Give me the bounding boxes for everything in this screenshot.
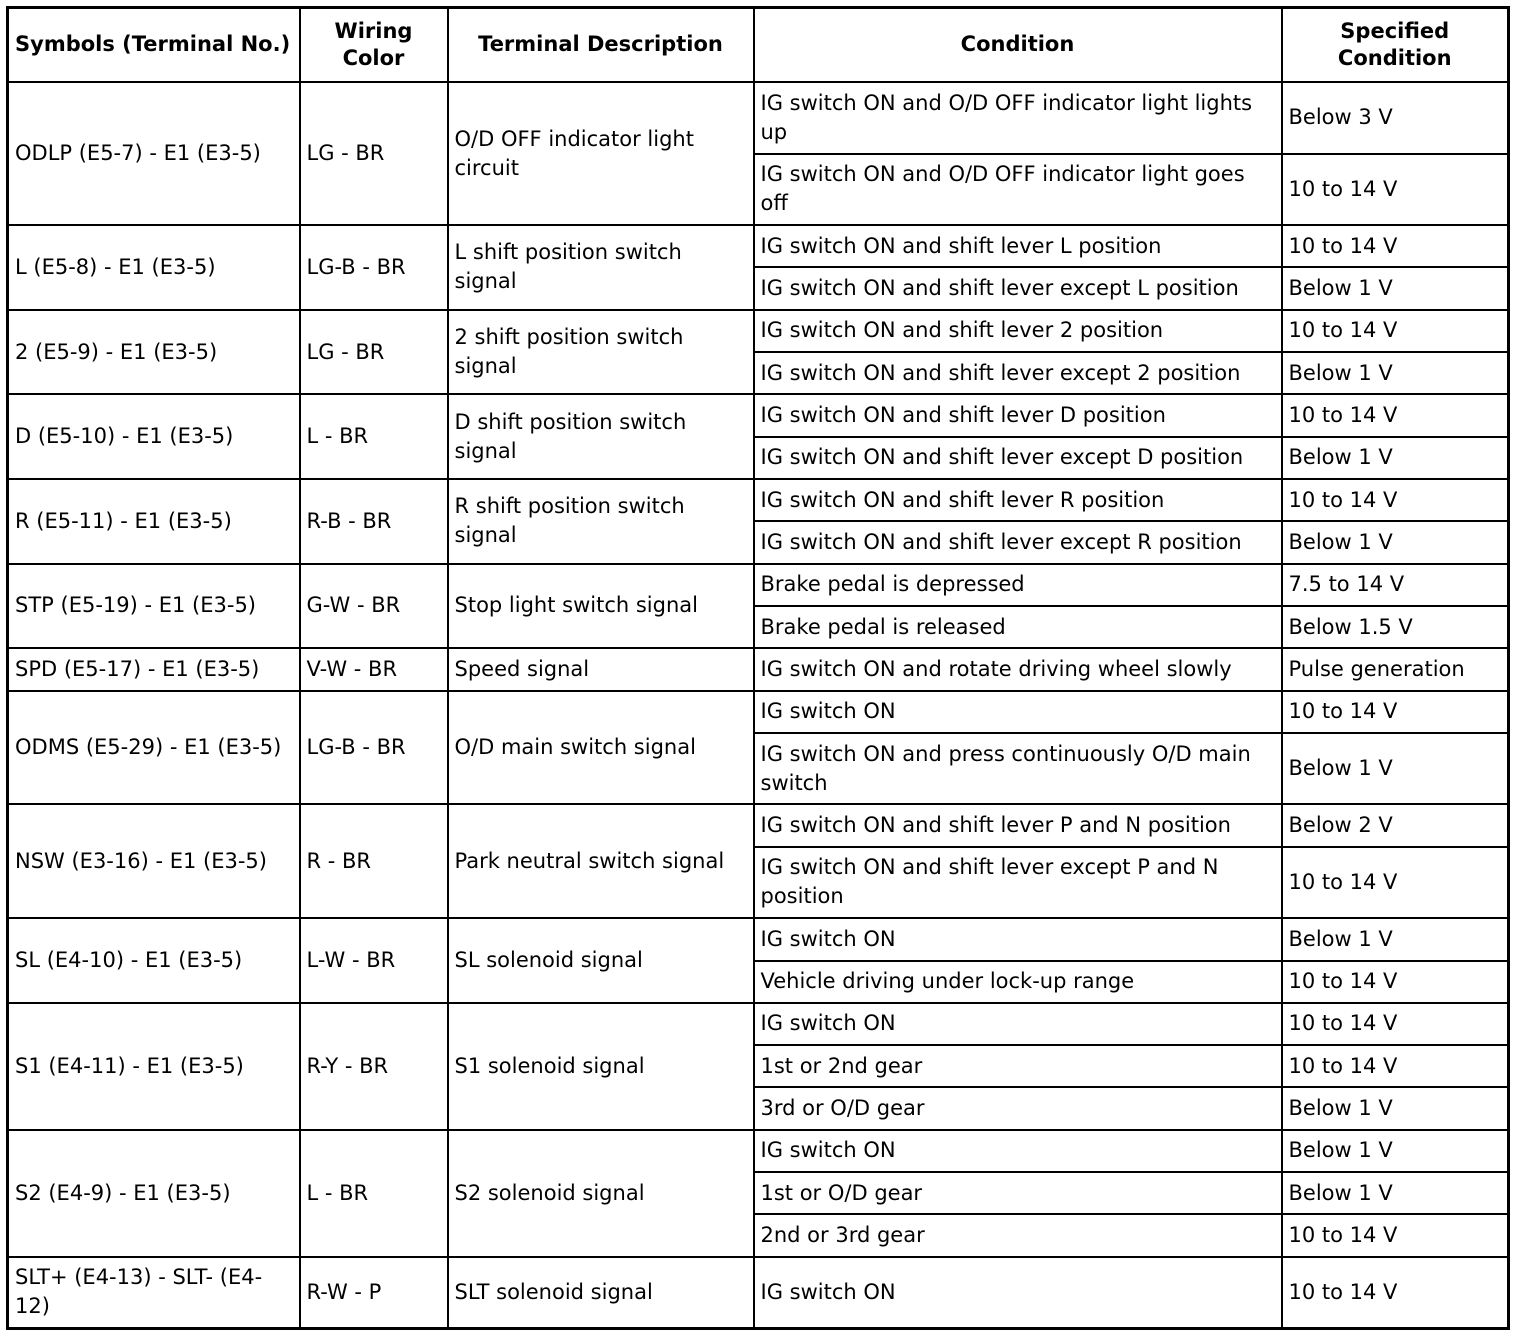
condition-cell-text: IG switch ON and shift lever except L position (760, 276, 1239, 301)
specified-condition-cell-text: 10 to 14 V (1288, 699, 1398, 724)
terminal-description-cell (448, 1257, 754, 1329)
condition-cell (754, 154, 1282, 226)
specified-condition-cell-text: Pulse generation (1288, 656, 1465, 681)
symbol-cell (8, 310, 300, 395)
condition-cell-text: IG switch ON and shift lever except R position (760, 529, 1242, 554)
terminal-description-cell (448, 82, 754, 225)
condition-cell-text: IG switch ON and shift lever R position (760, 487, 1165, 512)
condition-cell-text: IG switch ON (760, 926, 896, 951)
table-row (8, 691, 1509, 733)
condition-cell (754, 847, 1282, 919)
terminal-description-cell-text: SLT solenoid signal (454, 1279, 653, 1304)
condition-cell (754, 479, 1282, 521)
specified-condition-cell-text: 10 to 14 V (1288, 1011, 1398, 1036)
condition-cell-text: 1st or O/D gear (760, 1180, 923, 1205)
specified-condition-cell (1282, 154, 1509, 226)
condition-cell (754, 961, 1282, 1003)
specified-condition-cell (1282, 310, 1509, 352)
wiring-color-cell (300, 394, 448, 479)
condition-cell (754, 564, 1282, 606)
condition-cell (754, 521, 1282, 563)
symbol-cell-text: 2 (E5-9) - E1 (E3-5) (15, 339, 218, 364)
header-wiring-line1: Wiring (334, 18, 413, 43)
condition-cell-text: IG switch ON and shift lever L position (760, 233, 1162, 258)
header-condition-label: Condition (960, 32, 1075, 57)
specified-condition-cell (1282, 1257, 1509, 1329)
table-row (8, 82, 1509, 154)
terminal-description-cell (448, 310, 754, 395)
table-row (8, 1003, 1509, 1045)
wiring-color-cell-text: G-W - BR (306, 593, 401, 618)
wiring-color-cell-text: L - BR (306, 424, 369, 449)
condition-cell-text: 2nd or 3rd gear (760, 1223, 925, 1248)
table-body (8, 82, 1509, 1329)
wiring-color-cell (300, 1130, 448, 1257)
condition-cell (754, 225, 1282, 267)
terminal-description-cell (448, 648, 754, 690)
specified-condition-cell-text: Below 1 V (1288, 360, 1393, 385)
header-wiring-line2: Color (342, 46, 405, 70)
symbol-cell (8, 394, 300, 479)
symbol-cell-text: STP (E5-19) - E1 (E3-5) (15, 593, 256, 618)
wiring-color-cell (300, 1257, 448, 1329)
specified-condition-cell (1282, 1172, 1509, 1214)
condition-cell-text: IG switch ON and rotate driving wheel slowly (760, 656, 1232, 681)
header-terminal-description (448, 8, 754, 83)
condition-cell-text: IG switch ON and shift lever except P and N position (760, 855, 1219, 909)
specified-condition-cell (1282, 918, 1509, 960)
condition-cell (754, 352, 1282, 394)
specified-condition-cell (1282, 847, 1509, 919)
table-row (8, 1130, 1509, 1172)
specified-condition-cell-text: 10 to 14 V (1288, 176, 1398, 201)
symbol-cell-text: L (E5-8) - E1 (E3-5) (15, 254, 216, 279)
terminal-description-cell (448, 804, 754, 918)
terminal-description-cell-text: O/D main switch signal (454, 734, 696, 759)
terminal-description-cell (448, 225, 754, 310)
wiring-color-cell (300, 804, 448, 918)
condition-cell (754, 1003, 1282, 1045)
wiring-color-cell (300, 479, 448, 564)
header-wiring-color (300, 8, 448, 83)
specified-condition-cell (1282, 648, 1509, 690)
symbol-cell-text: D (E5-10) - E1 (E3-5) (15, 424, 234, 449)
header-symbol-label: Symbols (Terminal No.) (15, 32, 291, 57)
symbol-cell-text: ODMS (E5-29) - E1 (E3-5) (15, 734, 282, 759)
specified-condition-cell-text: Below 1 V (1288, 1138, 1393, 1163)
table-row (8, 1257, 1509, 1329)
specified-condition-cell (1282, 1214, 1509, 1256)
terminal-description-cell-text: S2 solenoid signal (454, 1180, 645, 1205)
terminal-description-cell-text: 2 shift position switch signal (454, 325, 684, 378)
terminal-description-cell-text: D shift position switch signal (454, 409, 687, 463)
specified-condition-cell-text: 10 to 14 V (1288, 402, 1398, 427)
specified-condition-cell-text: Below 1 V (1288, 1096, 1393, 1121)
header-symbol (8, 8, 300, 83)
condition-cell (754, 733, 1282, 805)
wiring-color-cell-text: R-B - BR (306, 508, 392, 533)
symbol-cell (8, 225, 300, 310)
condition-cell-text: Brake pedal is depressed (760, 572, 1025, 597)
specified-condition-cell-text: Below 1.5 V (1288, 614, 1413, 639)
specified-condition-cell-text: Below 3 V (1288, 105, 1393, 130)
table-row (8, 225, 1509, 267)
wiring-color-cell-text: LG-B - BR (306, 734, 406, 759)
condition-cell (754, 804, 1282, 846)
wiring-color-cell-text: R - BR (306, 848, 372, 873)
specified-condition-cell-text: Below 1 V (1288, 276, 1393, 301)
header-condition (754, 8, 1282, 83)
specified-condition-cell (1282, 691, 1509, 733)
specified-condition-cell-text: 10 to 14 V (1288, 487, 1398, 512)
wiring-color-cell (300, 918, 448, 1003)
symbol-cell-text: NSW (E3-16) - E1 (E3-5) (15, 848, 267, 873)
specified-condition-cell-text: Below 2 V (1288, 813, 1393, 838)
symbol-cell (8, 1003, 300, 1130)
specified-condition-cell (1282, 1087, 1509, 1129)
header-description-label: Terminal Description (478, 32, 723, 57)
condition-cell-text: IG switch ON and O/D OFF indicator light lights up (760, 90, 1253, 144)
terminal-description-cell-text: O/D OFF indicator light circuit (454, 126, 694, 180)
wiring-color-cell-text: L - BR (306, 1180, 369, 1205)
specified-condition-cell (1282, 394, 1509, 436)
table-row (8, 479, 1509, 521)
condition-cell (754, 691, 1282, 733)
terminal-description-cell (448, 918, 754, 1003)
wiring-color-cell (300, 82, 448, 225)
header-row (8, 8, 1509, 83)
symbol-cell (8, 804, 300, 918)
condition-cell (754, 394, 1282, 436)
condition-cell (754, 1257, 1282, 1329)
wiring-color-cell-text: LG - BR (306, 141, 385, 166)
symbol-cell (8, 691, 300, 805)
terminal-description-cell-text: Stop light switch signal (454, 593, 698, 618)
symbol-cell-text: SPD (E5-17) - E1 (E3-5) (15, 656, 260, 681)
condition-cell (754, 1172, 1282, 1214)
condition-cell-text: IG switch ON and O/D OFF indicator light goes off (760, 162, 1245, 216)
condition-cell (754, 1045, 1282, 1087)
wiring-color-cell-text: LG - BR (306, 339, 385, 364)
table-row (8, 394, 1509, 436)
specified-condition-cell-text: 10 to 14 V (1288, 969, 1398, 994)
symbol-cell (8, 564, 300, 649)
condition-cell (754, 606, 1282, 648)
specified-condition-cell-text: 10 to 14 V (1288, 318, 1398, 343)
terminal-description-cell (448, 1130, 754, 1257)
symbol-cell (8, 1130, 300, 1257)
condition-cell-text: Vehicle driving under lock-up range (760, 969, 1135, 994)
specified-condition-cell-text: 10 to 14 V (1288, 1279, 1398, 1304)
condition-cell (754, 437, 1282, 479)
specified-condition-cell (1282, 352, 1509, 394)
table-row (8, 564, 1509, 606)
terminal-description-cell (448, 691, 754, 805)
specified-condition-cell (1282, 733, 1509, 805)
wiring-color-cell (300, 310, 448, 395)
specified-condition-cell (1282, 267, 1509, 309)
wiring-color-cell (300, 225, 448, 310)
terminal-description-cell-text: Speed signal (454, 656, 590, 681)
terminal-description-cell-text: SL solenoid signal (454, 948, 643, 973)
condition-cell-text: IG switch ON and shift lever P and N position (760, 813, 1231, 838)
condition-cell (754, 82, 1282, 154)
header-specified-condition (1282, 8, 1509, 83)
specified-condition-cell-text: Below 1 V (1288, 756, 1393, 781)
specified-condition-cell (1282, 1045, 1509, 1087)
specified-condition-cell-text: Below 1 V (1288, 1180, 1393, 1205)
specified-condition-cell (1282, 225, 1509, 267)
condition-cell-text: IG switch ON (760, 1011, 896, 1036)
terminal-spec-table (6, 6, 1510, 1330)
condition-cell-text: IG switch ON and shift lever except D position (760, 445, 1244, 470)
symbol-cell (8, 1257, 300, 1329)
symbol-cell-text: R (E5-11) - E1 (E3-5) (15, 508, 232, 533)
specified-condition-cell (1282, 1003, 1509, 1045)
specified-condition-cell (1282, 521, 1509, 563)
symbol-cell (8, 918, 300, 1003)
condition-cell (754, 648, 1282, 690)
condition-cell (754, 1087, 1282, 1129)
wiring-color-cell-text: R-Y - BR (306, 1053, 389, 1078)
wiring-color-cell (300, 564, 448, 649)
condition-cell-text: 1st or 2nd gear (760, 1053, 923, 1078)
specified-condition-cell (1282, 479, 1509, 521)
terminal-description-cell (448, 479, 754, 564)
symbol-cell-text: S2 (E4-9) - E1 (E3-5) (15, 1180, 231, 1205)
condition-cell (754, 310, 1282, 352)
specified-condition-cell-text: 10 to 14 V (1288, 1223, 1398, 1248)
specified-condition-cell-text: 10 to 14 V (1288, 233, 1398, 258)
condition-cell-text: IG switch ON (760, 1138, 896, 1163)
specified-condition-cell-text: 7.5 to 14 V (1288, 572, 1405, 597)
condition-cell (754, 918, 1282, 960)
table-row (8, 918, 1509, 960)
terminal-description-cell (448, 564, 754, 649)
specified-condition-cell-text: 10 to 14 V (1288, 869, 1398, 894)
terminal-description-cell (448, 394, 754, 479)
table-row (8, 648, 1509, 690)
terminal-description-cell (448, 1003, 754, 1130)
wiring-color-cell (300, 691, 448, 805)
table-row (8, 310, 1509, 352)
condition-cell-text: IG switch ON (760, 699, 896, 724)
terminal-description-cell-text: Park neutral switch signal (454, 848, 725, 873)
condition-cell-text: 3rd or O/D gear (760, 1096, 925, 1121)
wiring-color-cell-text: V-W - BR (306, 656, 398, 681)
condition-cell (754, 267, 1282, 309)
symbol-cell-text: SLT+ (E4-13) - SLT- (E4-12) (15, 1265, 263, 1319)
specified-condition-cell-text: 10 to 14 V (1288, 1053, 1398, 1078)
specified-condition-cell (1282, 961, 1509, 1003)
condition-cell-text: IG switch ON and shift lever D position (760, 402, 1166, 427)
condition-cell-text: IG switch ON and shift lever except 2 position (760, 360, 1241, 385)
specified-condition-cell-text: Below 1 V (1288, 926, 1393, 951)
wiring-color-cell (300, 1003, 448, 1130)
condition-cell (754, 1214, 1282, 1256)
table-row (8, 804, 1509, 846)
specified-condition-cell (1282, 564, 1509, 606)
symbol-cell (8, 479, 300, 564)
wiring-color-cell-text: R-W - P (306, 1279, 382, 1304)
header-specified-line2: Condition (1337, 46, 1452, 70)
specified-condition-cell-text: Below 1 V (1288, 445, 1393, 470)
terminal-description-cell-text: R shift position switch signal (454, 494, 685, 548)
specified-condition-cell (1282, 1130, 1509, 1172)
wiring-color-cell-text: L-W - BR (306, 948, 396, 973)
specified-condition-cell (1282, 437, 1509, 479)
wiring-color-cell (300, 648, 448, 690)
symbol-cell-text: ODLP (E5-7) - E1 (E3-5) (15, 141, 261, 166)
condition-cell-text: IG switch ON and press continuously O/D main switch (760, 741, 1251, 795)
terminal-description-cell-text: L shift position switch signal (454, 240, 682, 294)
symbol-cell (8, 82, 300, 225)
condition-cell (754, 1130, 1282, 1172)
specified-condition-cell (1282, 606, 1509, 648)
specified-condition-cell (1282, 82, 1509, 154)
symbol-cell-text: S1 (E4-11) - E1 (E3-5) (15, 1053, 244, 1078)
condition-cell-text: IG switch ON (760, 1279, 896, 1304)
specified-condition-cell (1282, 804, 1509, 846)
condition-cell-text: Brake pedal is released (760, 614, 1006, 639)
condition-cell-text: IG switch ON and shift lever 2 position (760, 318, 1164, 343)
terminal-description-cell-text: S1 solenoid signal (454, 1053, 645, 1078)
header-specified-line1: Specified (1340, 18, 1450, 43)
symbol-cell-text: SL (E4-10) - E1 (E3-5) (15, 948, 243, 973)
wiring-color-cell-text: LG-B - BR (306, 254, 406, 279)
symbol-cell (8, 648, 300, 690)
specified-condition-cell-text: Below 1 V (1288, 529, 1393, 554)
